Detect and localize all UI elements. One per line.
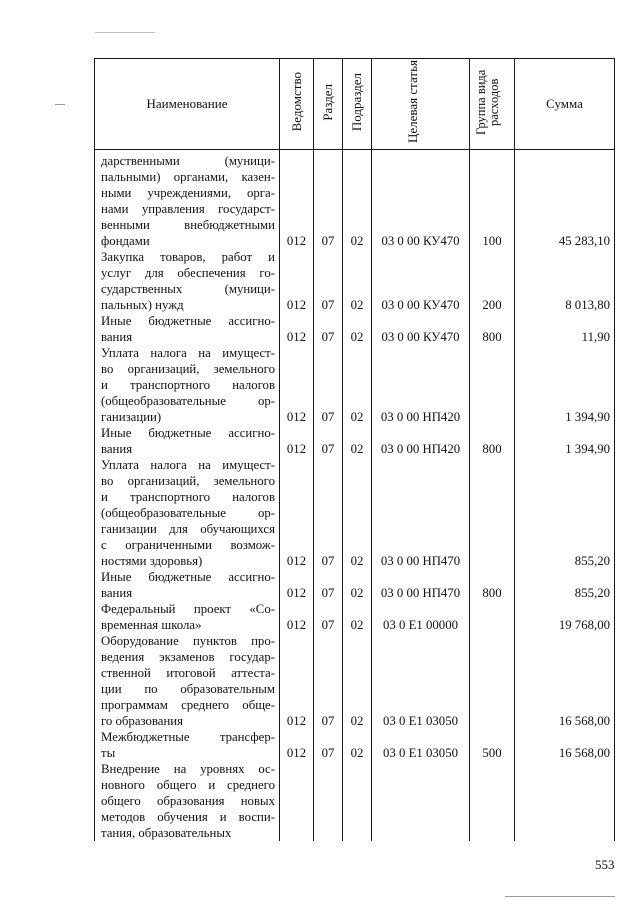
- name-line: Внедрение на уровнях ос-: [101, 762, 275, 776]
- cell-sum: 45 283,10: [558, 234, 610, 248]
- scan-mark-bottom: [505, 896, 615, 897]
- cell-section: 07: [321, 714, 335, 728]
- name-line: Федеральный проект «Со-: [101, 602, 275, 616]
- cell-sum: 8 013,80: [565, 298, 610, 312]
- cell-department: 012: [286, 746, 307, 760]
- name-line: ностями здоровья): [101, 554, 203, 568]
- table-body-row: [95, 150, 615, 842]
- col-sum: [515, 150, 615, 842]
- cell-department: 012: [286, 330, 307, 344]
- cell-sum: 11,90: [581, 330, 610, 344]
- name-line: Уплата налога на имущест-: [101, 346, 275, 360]
- cell-sum: 1 394,90: [565, 442, 610, 456]
- name-line: ганизации): [101, 410, 162, 424]
- cell-department: 012: [286, 714, 307, 728]
- name-line: (общеобразовательные ор-: [101, 394, 275, 408]
- cell-sum: 16 568,00: [558, 746, 610, 760]
- cell-subsection: 02: [350, 618, 364, 632]
- cell-section: 07: [321, 586, 335, 600]
- cell-department: 012: [286, 298, 307, 312]
- name-line: венными внебюджетными: [101, 218, 275, 232]
- name-line: методов обучения и воспи-: [101, 810, 275, 824]
- header-name: Наименование: [95, 59, 280, 150]
- cell-subsection: 02: [350, 746, 364, 760]
- cell-section: 07: [321, 554, 335, 568]
- header-target-article: Целевая статья: [372, 59, 470, 150]
- scan-mark-top: [95, 32, 155, 33]
- name-line: во организаций, земельного: [101, 362, 275, 376]
- name-line: вания: [101, 442, 133, 456]
- cell-sum: 1 394,90: [565, 410, 610, 424]
- cell-group: 500: [482, 746, 502, 760]
- name-line: новного общего и среднего: [101, 778, 275, 792]
- cell-target: 03 0 E1 03050: [382, 714, 458, 728]
- cell-target: 03 0 00 НП420: [380, 442, 461, 456]
- name-line: услуг для обеспечения го-: [101, 266, 275, 280]
- cell-department: 012: [286, 554, 307, 568]
- cell-department: 012: [286, 410, 307, 424]
- name-line: вания: [101, 586, 133, 600]
- cell-subsection: 02: [350, 330, 364, 344]
- col-section: [314, 150, 343, 842]
- header-subsection: Подраздел: [343, 59, 372, 150]
- cell-section: 07: [321, 746, 335, 760]
- cell-subsection: 02: [350, 234, 364, 248]
- name-line: сударственных (муници-: [101, 282, 275, 296]
- cell-subsection: 02: [350, 442, 364, 456]
- name-line: Закупка товаров, работ и: [101, 250, 275, 264]
- budget-table: [94, 58, 615, 841]
- table-header-row: [95, 59, 615, 150]
- name-line: пальными) органами, казен-: [101, 170, 275, 184]
- cell-target: 03 0 00 НП470: [380, 586, 461, 600]
- cell-subsection: 02: [350, 714, 364, 728]
- col-subsection: [343, 150, 372, 842]
- col-name: [95, 150, 280, 842]
- name-line: тания, образовательных: [101, 826, 232, 840]
- cell-sum: 855,20: [574, 586, 610, 600]
- name-line: ными учреждениями, орга-: [101, 186, 275, 200]
- name-line: с ограниченными возмож-: [101, 538, 275, 552]
- cell-section: 07: [321, 618, 335, 632]
- cell-sum: 855,20: [574, 554, 610, 568]
- name-lines: [95, 150, 279, 841]
- name-line: во организаций, земельного: [101, 474, 275, 488]
- name-line: фондами: [101, 234, 150, 248]
- header-department: Ведомство: [280, 59, 314, 150]
- name-line: нами управления государст-: [101, 202, 275, 216]
- cell-section: 07: [321, 410, 335, 424]
- cell-subsection: 02: [350, 298, 364, 312]
- cell-target: 03 0 E1 03050: [382, 746, 458, 760]
- name-line: и транспортного налогов: [101, 378, 275, 392]
- cell-department: 012: [286, 234, 307, 248]
- name-line: Уплата налога на имущест-: [101, 458, 275, 472]
- name-line: Иные бюджетные ассигно-: [101, 570, 275, 584]
- cell-target: 03 0 00 НП420: [380, 410, 461, 424]
- name-line: Иные бюджетные ассигно-: [101, 426, 275, 440]
- name-line: программам среднего обще-: [101, 698, 275, 712]
- name-line: дарственными (муници-: [101, 154, 275, 168]
- name-line: ганизации для обучающихся: [101, 522, 275, 536]
- cell-section: 07: [321, 442, 335, 456]
- name-line: общего образования новых: [101, 794, 275, 808]
- name-line: Иные бюджетные ассигно-: [101, 314, 275, 328]
- name-line: ты: [101, 746, 116, 760]
- name-line: вания: [101, 330, 133, 344]
- scan-mark-left: [55, 104, 65, 105]
- name-line: ственной итоговой аттеста-: [101, 666, 275, 680]
- cell-target: 03 0 00 КУ470: [381, 298, 460, 312]
- cell-group: 800: [482, 330, 502, 344]
- cell-target: 03 0 00 КУ470: [381, 330, 460, 344]
- cell-section: 07: [321, 330, 335, 344]
- header-expense-group: Группа вида расходов: [470, 59, 515, 150]
- header-section: Раздел: [314, 59, 343, 150]
- cell-sum: 19 768,00: [558, 618, 610, 632]
- name-line: ции по образовательным: [101, 682, 275, 696]
- cell-subsection: 02: [350, 554, 364, 568]
- cell-group: 800: [482, 586, 502, 600]
- cell-sum: 16 568,00: [558, 714, 610, 728]
- cell-target: 03 0 00 КУ470: [381, 234, 460, 248]
- cell-department: 012: [286, 442, 307, 456]
- name-line: и транспортного налогов: [101, 490, 275, 504]
- cell-group: 800: [482, 442, 502, 456]
- name-line: ведения экзаменов государ-: [101, 650, 275, 664]
- col-department: [280, 150, 314, 842]
- cell-group: 200: [482, 298, 502, 312]
- cell-group: 100: [482, 234, 502, 248]
- name-line: го образования: [101, 714, 184, 728]
- cell-target: 03 0 E1 00000: [382, 618, 458, 632]
- page-number: 553: [595, 857, 615, 872]
- cell-subsection: 02: [350, 586, 364, 600]
- name-line: (общеобразовательные ор-: [101, 506, 275, 520]
- name-line: пальных) нужд: [101, 298, 184, 312]
- name-line: временная школа»: [101, 618, 202, 632]
- cell-section: 07: [321, 234, 335, 248]
- cell-department: 012: [286, 586, 307, 600]
- col-expense-group: [470, 150, 515, 842]
- cell-section: 07: [321, 298, 335, 312]
- cell-subsection: 02: [350, 410, 364, 424]
- cell-target: 03 0 00 НП470: [380, 554, 461, 568]
- cell-department: 012: [286, 618, 307, 632]
- header-sum: Сумма: [515, 59, 615, 150]
- name-line: Оборудование пунктов про-: [101, 634, 275, 648]
- col-target-article: [372, 150, 470, 842]
- name-line: Межбюджетные трансфер-: [101, 730, 275, 744]
